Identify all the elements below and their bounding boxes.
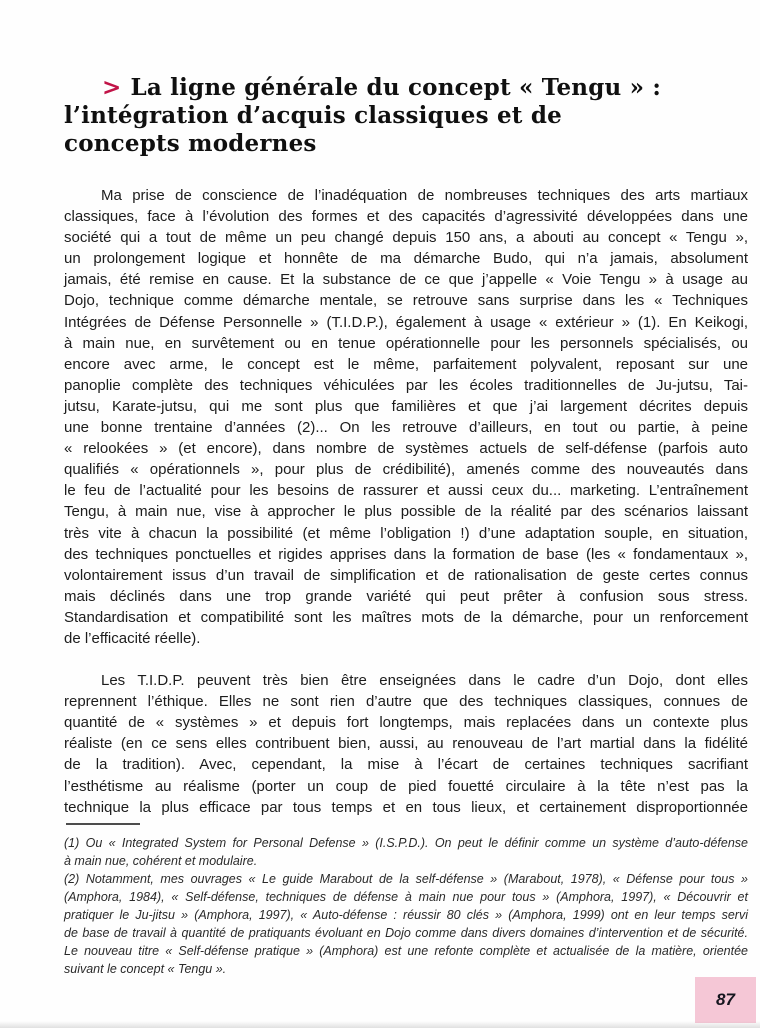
footnote-text-line: de base de travail à quantité de pratiquants évoluant en Dojo comme dans divers domaines d’intervention et de sécurité. (64, 925, 748, 940)
body-text-line: Dojo, technique comme démarche mentale, se retrouve sans surprise dans les « Techniques (64, 292, 748, 310)
body-text-line: très vite à chacun la possibilité (et même l’obligation !) d’une adaptation souple, en situation, (64, 524, 748, 542)
body-text-line: un prolongement logique et honnête de ma démarche Budo, qui n’a jamais, absolument (64, 250, 748, 268)
body-text-line: Les T.I.D.P. peuvent très bien être enseignées dans le cadre d’un Dojo, dont elles (101, 672, 748, 690)
footnote-divider (66, 823, 140, 825)
body-text-line: panoplie complète des techniques véhiculées par les écoles traditionnelles de Ju-jutsu, Tai- (64, 376, 748, 394)
footnote-text-line: (1) Ou « Integrated System for Personal Defense » (I.S.P.D.). On peut le définir comme un système d’auto-défense (64, 835, 748, 850)
body-text-line: jutsu, Karate-jutsu, qui me sont plus que familières et que j’ai largement décrites depuis (64, 397, 748, 415)
body-text-line: volontairement issus d’un travail de simplification et de rationalisation de geste certes connus (64, 566, 748, 584)
heading-text-1: La ligne générale du concept « Tengu » : (130, 74, 662, 101)
body-text-line: Tengu, à main nue, vise à approcher le plus possible de la réalité par des scénarios laissant (64, 503, 748, 521)
footnote-2 (64, 870, 748, 978)
footnote-text-line: (2) Notamment, mes ouvrages « Le guide Marabout de la self-défense » (Marabout, 1978), « Défense pour tous » (64, 871, 748, 886)
heading-line-3: concepts modernes (64, 130, 317, 157)
body-text-line: jamais, été remise en cause. Et la substance de ce que j’appelle « Voie Tengu » à usage au (64, 271, 748, 289)
body-text-line: « relookées » (et encore), dans nombre de systèmes actuels de self-défense (parfois auto (64, 440, 748, 458)
footnote-text-line: Le nouveau titre « Self-défense pratique » (Amphora) est une refonte complète et actualisée de la matière, orientée (64, 943, 748, 958)
body-text-line: le feu de l’actualité pour les besoins de rassurer et aussi ceux du... marketing. L’entraînement (64, 482, 748, 500)
body-text-line: mais déclinés dans une trop grande variété qui peut prêter à confusion sous stress. (64, 587, 748, 605)
body-text-line: l’esthétisme au réalisme (porter un coup de pied fouetté circulaire à la tête n’est pas la (64, 777, 748, 795)
footnote-text-line: (Amphora, 1984), « Self-défense, techniques de défense à main nue pour tous » (Amphora, 1997), « Découvrir et (64, 889, 748, 904)
body-text-line: technique la plus efficace par tous temps et en tous lieux, et certainement disproportionnée (64, 798, 748, 816)
body-text-line: de la tradition). Avec, cependant, la mise à l’écart de certaines techniques sacrifiant (64, 756, 748, 774)
body-text-line: reprennent l’éthique. Elles ne sont rien d’autre que des techniques classiques, connues de (64, 693, 748, 711)
footnote-text-line: pratiquer le Ju-jitsu » (Amphora, 1997), « Auto-défense : réussir 80 clés » (Amphora, 1999) ont en leur temps servi (64, 907, 748, 922)
scan-edge-shadow (0, 1021, 760, 1028)
body-paragraph-2 (64, 670, 748, 818)
body-text-line: à main nue, en survêtement ou en tenue opérationnelle pour les personnels spécialisés, ou (64, 334, 748, 352)
heading-line-2: l’intégration d’acquis classiques et de (64, 102, 562, 129)
body-text-line: société qui a tout de même un peu changé depuis 150 ans, a abouti au concept « Tengu », (64, 229, 748, 247)
body-text-line: des techniques ponctuelles et rigides apprises dans la formation de base (les « fondamentaux », (64, 545, 748, 563)
section-heading (64, 74, 748, 158)
footnote-text-line: suivant le concept « Tengu ». (64, 961, 227, 976)
page-number: 87 (716, 990, 735, 1009)
page-number-badge (695, 977, 756, 1023)
footnotes-block (64, 834, 748, 978)
body-text-line: Ma prise de conscience de l’inadéquation de nombreuses techniques des arts martiaux (101, 187, 748, 204)
body-text-line: réaliste (en ce sens elles contribuent bien, aussi, au renouveau de l’art martial dans la fidélité (64, 735, 748, 753)
body-text-line: classiques, face à l’évolution des formes et des capacités d’agressivité développées dans une (64, 208, 748, 226)
body-text-line: une bonne trentaine d’années (2)... On les retrouve d’ailleurs, en tout ou partie, à peine (64, 419, 748, 437)
body-text-line: encore avec arme, le concept est le même, parfaitement polyvalent, reposant sur une (64, 355, 748, 373)
footnote-text-line: à main nue, cohérent et modulaire. (64, 853, 258, 868)
body-text-line: qualifiés « opérationnels », pour plus de crédibilité), amenés comme des nouveautés dans (64, 461, 748, 479)
footnote-1 (64, 834, 748, 870)
body-paragraph-1 (64, 185, 748, 649)
body-text-line: de l’efficacité réelle). (64, 629, 201, 647)
body-text-line: quantité de « systèmes » et depuis fort longtemps, mais replacées dans un contexte plus (64, 714, 748, 732)
body-text-line: Standardisation et compatibilité sont les maîtres mots de la démarche, pour un renforcement (64, 608, 748, 626)
body-text-line: Intégrées de Défense Personnelle » (T.I.D.P.), également à usage « extérieur » (1). En Keikogi, (64, 313, 748, 331)
chevron-right-icon: > (102, 74, 122, 101)
heading-line-1 (64, 74, 748, 102)
